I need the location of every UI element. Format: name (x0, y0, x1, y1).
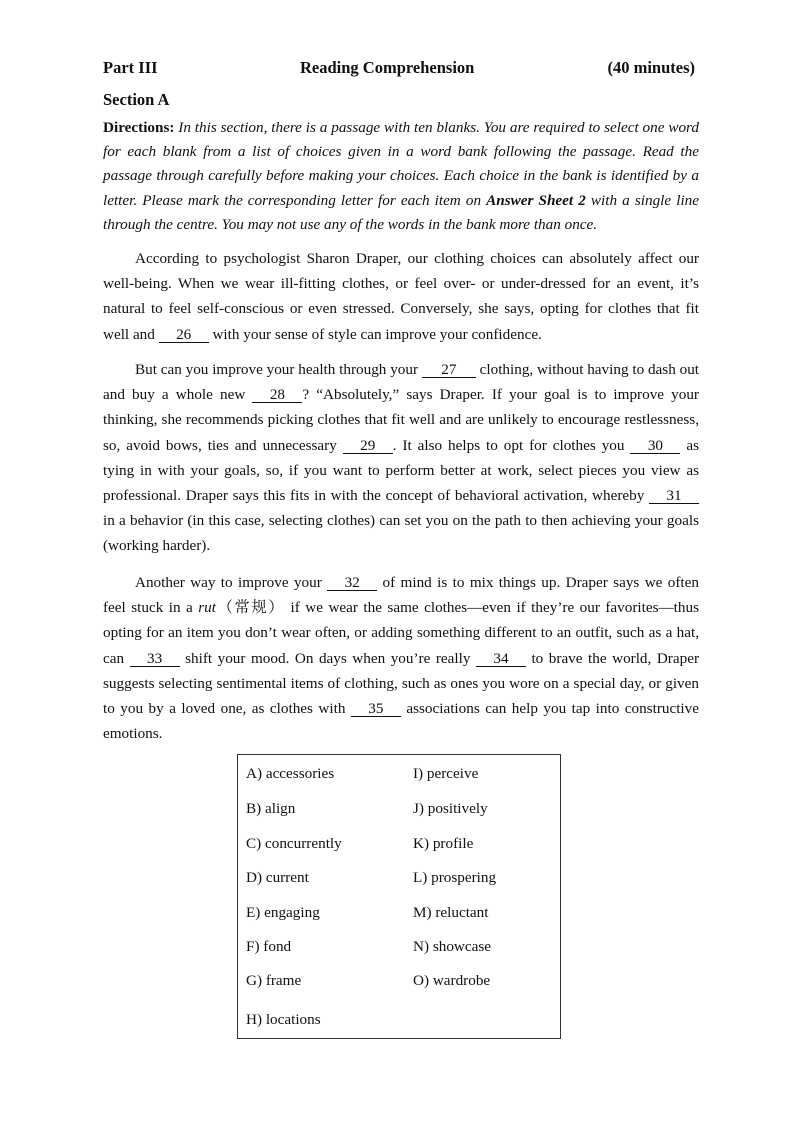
word-choice-h: H) locations (246, 1011, 321, 1028)
word-choice-k: K) profile (413, 835, 474, 852)
time-limit: (40 minutes) (607, 58, 695, 77)
passage-text: ? “Absolutely,” says Draper. If your goal is to improve your thinking, she recommends picking clothes that fit well and are unlikely to encourage restlessness, so, avoid bows, ties and unnecessary (103, 386, 699, 454)
page-header (103, 58, 699, 80)
directions-text (103, 116, 699, 237)
word-choice-c: C) concurrently (246, 835, 342, 852)
word-choice-e: E) engaging (246, 904, 320, 921)
passage-text: to brave the world, Draper suggests selecting sentimental items of clothing, such as ones you wore on a special day, or given to you by a loved one, as clothes with (103, 649, 699, 718)
directions-body-1: In this section, there is a passage with ten blanks. You are required to select one word for each blank from a list of choices given in a word bank following the passage. Read the passage through carefully before making your choices. Each choice in the bank is identified by a letter. Please mark the corresponding letter for each item on (103, 119, 699, 209)
rut-term: rut (198, 599, 216, 617)
word-choice-n: N) showcase (413, 938, 492, 955)
passage-text: in a behavior (in this case, selecting clothes) can set you on the path to then achieving your goals (working harder). (103, 512, 699, 555)
blank-30: 30 (630, 438, 680, 454)
word-choice-l: L) prospering (413, 869, 497, 886)
passage-text: associations can help you tap into constructive emotions. (103, 700, 699, 743)
word-choice-g: G) frame (246, 972, 302, 989)
passage-text: if we wear the same clothes—even if they’re our favorites—thus opting for an item you don’t wear often, or adding something different to an outfit, such as a hat, can (103, 599, 700, 667)
passage-text: as tying in with your goals, so, if you want to perform better at work, select pieces you view as professional. Draper says this fits in with the concept of behavioral activation, whereby (103, 436, 699, 505)
blank-28: 28 (252, 387, 302, 403)
passage-text: shift your mood. On days when you’re really (179, 649, 476, 667)
directions-label: Directions: (103, 119, 175, 136)
word-bank (237, 754, 561, 1039)
passage-text: Another way to improve your (135, 574, 328, 591)
directions-body-2: with a single line through the centre. You may not use any of the words in the bank more than once. (103, 191, 699, 233)
blank-35: 35 (351, 701, 401, 717)
passage-paragraph-2 (103, 357, 699, 559)
passage-text: of mind is to mix things up. Draper says we often feel stuck in a (103, 574, 699, 617)
part-title: Reading Comprehension (300, 58, 475, 77)
blank-32: 32 (327, 575, 377, 591)
blank-34: 34 (476, 651, 526, 667)
word-choice-i: I) perceive (413, 765, 479, 782)
passage-text: clothing, without having to dash out and buy a whole new (103, 361, 700, 404)
blank-31: 31 (649, 488, 699, 504)
blank-26: 26 (159, 327, 209, 343)
word-choice-o: O) wardrobe (413, 972, 491, 989)
blank-33: 33 (130, 651, 180, 667)
word-choice-a: A) accessories (246, 765, 335, 782)
word-choice-f: F) fond (246, 938, 292, 955)
answer-sheet-ref: Answer Sheet 2 (486, 191, 586, 209)
passage-text: According to psychologist Sharon Draper, our clothing choices can absolutely affect our well-being. When we wear ill-fitting clothes, or feel over- or under-dressed for an event, it’s natural to feel self-conscious or even stressed. Conversely, she says, opting for clothes that fit well and (103, 250, 699, 343)
word-choice-d: D) current (246, 869, 309, 886)
rut-gloss: （常规） (215, 599, 286, 617)
passage-paragraph-1 (103, 246, 699, 347)
blank-29: 29 (343, 438, 393, 454)
blank-27: 27 (422, 362, 476, 378)
part-label: Part III (103, 58, 158, 77)
word-choice-m: M) reluctant (413, 904, 489, 921)
passage-text: But can you improve your health through your (135, 361, 422, 378)
passage-text: . It also helps to opt for clothes you (392, 436, 631, 454)
passage-paragraph-3 (103, 570, 699, 746)
word-choice-j: J) positively (413, 800, 488, 817)
word-choice-b: B) align (246, 800, 296, 817)
passage-text: with your sense of style can improve your confidence. (208, 325, 542, 343)
section-heading: Section A (103, 90, 170, 109)
